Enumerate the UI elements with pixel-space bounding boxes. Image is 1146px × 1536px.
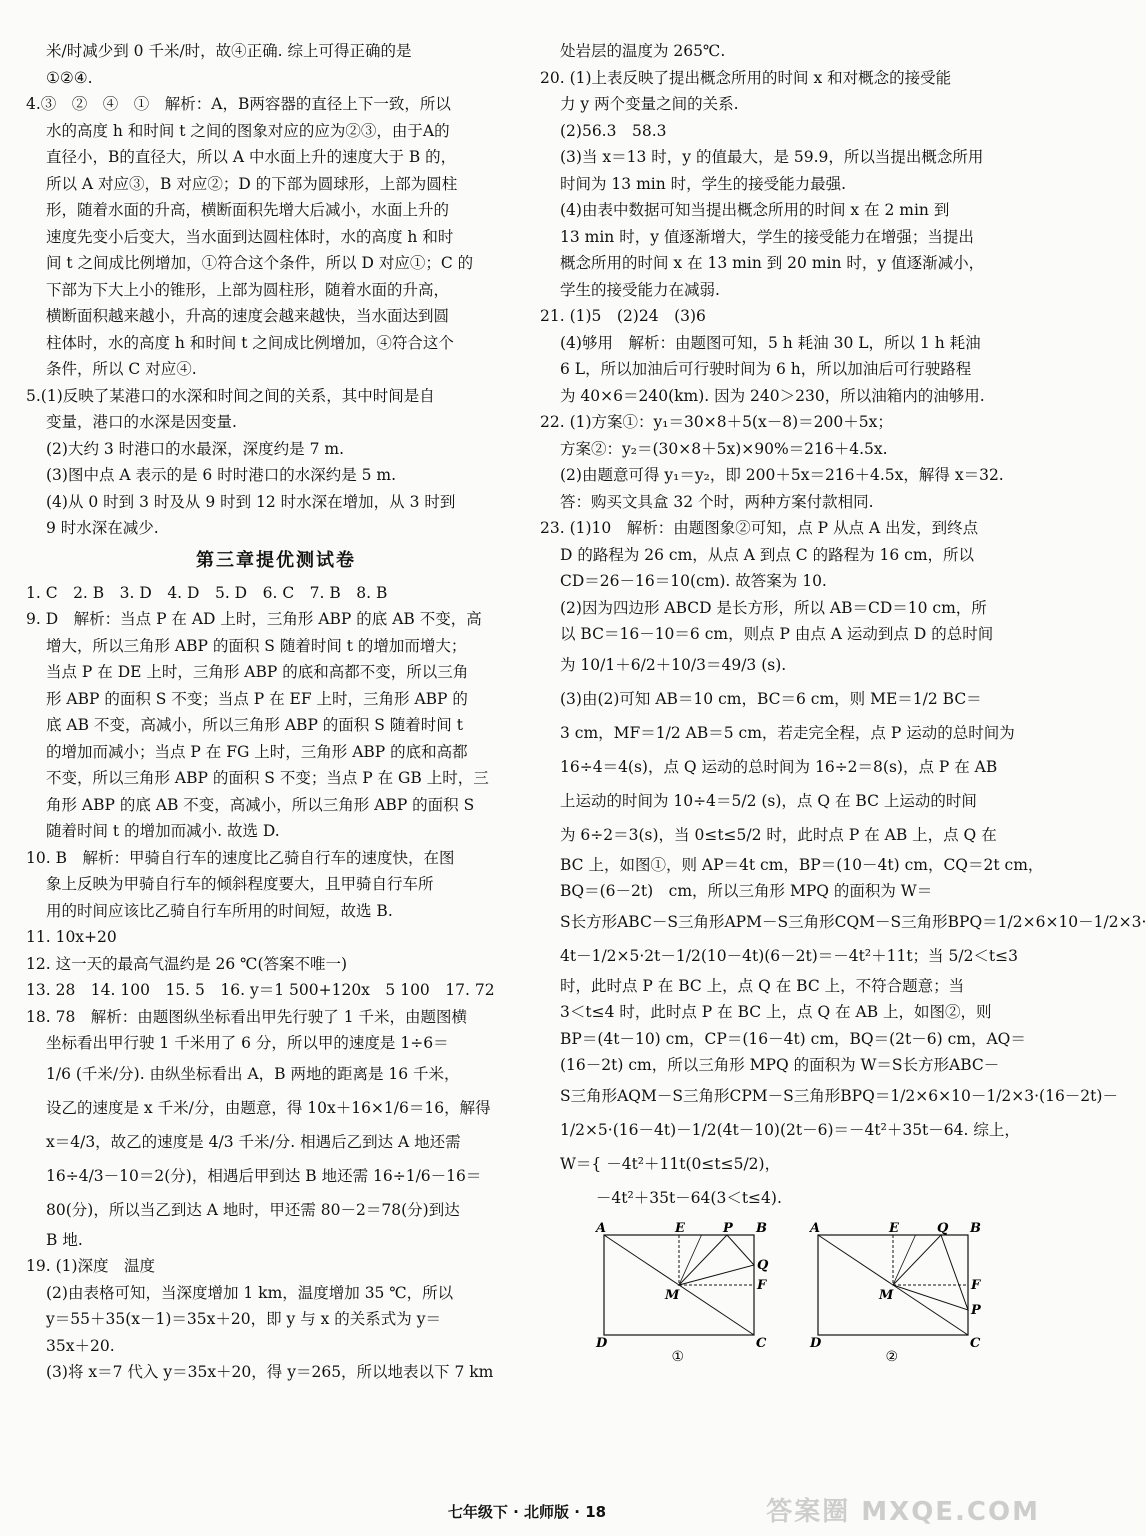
text-line: x＝4/3，故乙的速度是 4/3 千米/分. 相遇后乙到达 A 地还需	[46, 1132, 461, 1151]
watermark: 答案圈 MXQE.COM	[766, 1497, 1040, 1527]
text-line: 13. 28 14. 100 15. 5 16. y＝1 500+120x 5 100 17. 72	[26, 981, 495, 999]
text-line: 35x＋20.	[46, 1336, 115, 1355]
text-line: y＝55＋35(x－1)＝35x＋20，即 y 与 x 的关系式为 y＝	[46, 1310, 441, 1328]
figure-svg	[808, 1221, 1004, 1367]
text-line: 坐标看出甲行驶 1 千米用了 6 分，所以甲的速度是 1÷6＝	[46, 1034, 449, 1052]
text-line: 13 min 时，y 值逐渐增大，学生的接受能力在增强；当提出	[560, 227, 974, 246]
text-line: 处岩层的温度为 265℃.	[560, 42, 726, 60]
label-c: C	[756, 1335, 767, 1351]
text-line: W＝{ －4t²＋11t(0≤t≤5/2)，	[560, 1154, 781, 1173]
text-line: 80(分)，所以当乙到达 A 地时，甲还需 80－2＝78(分)到达	[46, 1200, 460, 1219]
text-line: 6 L，所以加油后可行驶时间为 6 h，所以加油后可行驶路程	[560, 360, 972, 378]
text-line: 水的高度 h 和时间 t 之间的图象对应的应为②③，由于A的	[46, 121, 450, 140]
label-d: D	[596, 1335, 608, 1351]
right-column	[540, 38, 1146, 1371]
text-line: 3＜t≤4 时，此时点 P 在 BC 上，点 Q 在 AB 上，如图②，则	[560, 1003, 992, 1021]
text-line: 上运动的时间为 10÷4＝5/2 (s)，点 Q 在 BC 上运动的时间	[560, 791, 977, 810]
text-line: 为 40×6＝240(km). 因为 240＞230，所以油箱内的油够用.	[560, 386, 985, 405]
text-line: 22. (1)方案①：y₁＝30×8＋5(x－8)＝200＋5x；	[540, 413, 893, 431]
text-line: 形，随着水面的升高，横断面积先增大后减小，水面上升的	[46, 201, 450, 219]
geometry-figure	[594, 1221, 790, 1371]
text-line: (3)图中点 A 表示的是 6 时时港口的水深约是 5 m.	[46, 466, 397, 484]
text-line: 10. B 解析：甲骑自行车的速度比乙骑自行车的速度快，在图	[26, 848, 455, 867]
left-column	[26, 38, 526, 1386]
text-line: (16－2t) cm，所以三角形 MPQ 的面积为 W＝S长方形ABC－	[560, 1056, 1000, 1074]
text-line: 条件，所以 C 对应④.	[46, 360, 197, 378]
text-line: 1/6 (千米/分). 由纵坐标看出 A，B 两地的距离是 16 千米，	[46, 1064, 460, 1083]
text-line: 19. (1)深度 温度	[26, 1257, 156, 1275]
text-line: 1. C 2. B 3. D 4. D 5. D 6. C 7. B 8. B	[26, 583, 388, 602]
text-line: S长方形ABC－S三角形APM－S三角形CQM－S三角形BPQ＝1/2×6×10－1/2×3·	[560, 912, 1146, 931]
label-m: M	[879, 1287, 894, 1303]
text-line: 23. (1)10 解析：由题图象②可知，点 P 从点 A 出发，到终点	[540, 519, 979, 537]
text-line: CD＝26－16＝10(cm). 故答案为 10.	[560, 572, 827, 590]
text-line: BC 上，如图①，则 AP＝4t cm，BP＝(10－4t) cm，CQ＝2t cm，	[560, 855, 1044, 874]
text-line: 速度先变小后变大，当水面到达圆柱体时，水的高度 h 和时	[46, 227, 454, 246]
text-line: 概念所用的时间 x 在 13 min 到 20 min 时，y 值逐渐减小，	[560, 254, 985, 272]
text-line: 增大，所以三角形 ABP 的面积 S 随着时间 t 的增加而增大；	[46, 636, 467, 655]
text-line: (2)56.3 58.3	[560, 121, 667, 140]
text-line: 力 y 两个变量之间的关系.	[560, 95, 739, 113]
text-line: 的增加而减小；当点 P 在 FG 上时，三角形 ABP 的底和高都	[46, 742, 468, 761]
text-line: 时间为 13 min 时，学生的接受能力最强.	[560, 174, 847, 193]
label-q: Q	[757, 1257, 769, 1273]
label-p: P	[723, 1220, 733, 1236]
label-e: E	[889, 1220, 899, 1236]
label-b: B	[756, 1220, 767, 1236]
label-e: E	[675, 1220, 685, 1236]
text-line: 5.(1)反映了某港口的水深和时间之间的关系，其中时间是自	[26, 386, 435, 405]
text-line: 角形 ABP 的底 AB 不变，高减小，所以三角形 ABP 的面积 S	[46, 795, 475, 814]
text-line: 横断面积越来越小，升高的速度会越来越快，当水面达到圆	[46, 307, 450, 325]
text-line: 21. (1)5 (2)24 (3)6	[540, 307, 706, 325]
text-line: (2)由表格可知，当深度增加 1 km，温度增加 35 ℃，所以	[46, 1283, 454, 1302]
text-line: 时，此时点 P 在 BC 上，点 Q 在 BC 上，不符合题意；当	[560, 976, 965, 995]
text-line: (3)当 x＝13 时，y 的值最大，是 59.9，所以当提出概念所用	[560, 148, 984, 166]
figure-svg	[594, 1221, 790, 1367]
text-line: 为 6÷2＝3(s)，当 0≤t≤5/2 时，此时点 P 在 AB 上，点 Q 在	[560, 825, 997, 844]
label-p: P	[971, 1302, 981, 1318]
label-f: F	[971, 1277, 981, 1293]
text-line: BQ＝(6－2t) cm，所以三角形 MPQ 的面积为 W＝	[560, 882, 933, 900]
geometry-figure	[808, 1221, 1004, 1371]
text-line: 16÷4＝4(s)，点 Q 运动的总时间为 16÷2＝8(s)，点 P 在 AB	[560, 757, 998, 776]
label-m: M	[665, 1287, 680, 1303]
text-line: 20. (1)上表反映了提出概念所用的时间 x 和对概念的接受能	[540, 68, 952, 87]
text-line: 3 cm，MF＝1/2 AB＝5 cm，若走完全程，点 P 运动的总时间为	[560, 723, 1015, 742]
text-line: 18. 78 解析：由题图纵坐标看出甲先行驶了 1 千米，由题图横	[26, 1007, 468, 1026]
label-b: B	[970, 1220, 981, 1236]
text-line: 柱体时，水的高度 h 和时间 t 之间成比例增加，④符合这个	[46, 333, 454, 352]
label-q: Q	[937, 1220, 949, 1236]
text-line: (3)由(2)可知 AB＝10 cm，BC＝6 cm，则 ME＝1/2 BC＝	[560, 689, 982, 708]
text-line: (4)从 0 时到 3 时及从 9 时到 12 时水深在增加，从 3 时到	[46, 492, 456, 511]
text-line: 4t－1/2×5·2t－1/2(10－4t)(6－2t)＝－4t²＋11t；当 5/2＜t≤3	[560, 946, 1019, 965]
text-line: 12. 这一天的最高气温约是 26 ℃(答案不唯一)	[26, 954, 348, 973]
text-line: 直径小，B的直径大，所以 A 中水面上升的速度大于 B 的，	[46, 148, 457, 166]
page-footer: 七年级下 · 北师版 · 18	[447, 1503, 607, 1521]
text-line: (3)将 x＝7 代入 y＝35x＋20，得 y＝265，所以地表以下 7 km	[46, 1363, 494, 1381]
triangle-mpq	[893, 1235, 968, 1310]
text-line: 随着时间 t 的增加而减小. 故选 D.	[46, 822, 280, 840]
text-line: (2)因为四边形 ABCD 是长方形，所以 AB＝CD＝10 cm，所	[560, 598, 987, 617]
text-line: 1/2×5·(16－4t)－1/2(4t－10)(2t－6)＝－4t²＋35t－64. 综上，	[560, 1120, 1020, 1139]
text-line: 9. D 解析：当点 P 在 AD 上时，三角形 ABP 的底 AB 不变，高	[26, 610, 482, 628]
text-line: 16÷4/3－10＝2(分)，相遇后甲到达 B 地还需 16÷1/6－16＝	[46, 1166, 482, 1185]
text-line: D 的路程为 26 cm，从点 A 到点 C 的路程为 16 cm，所以	[560, 545, 975, 564]
text-line: 底 AB 不变，高减小，所以三角形 ABP 的面积 S 随着时间 t	[46, 716, 463, 734]
text-line: BP＝(4t－10) cm，CP＝(16－4t) cm，BQ＝(2t－6) cm，AQ＝	[560, 1029, 1026, 1048]
text-line: S三角形AQM－S三角形CPM－S三角形BPQ＝1/2×6×10－1/2×3·(16－2t)－	[560, 1086, 1118, 1105]
text-line: －4t²＋35t－64(3＜t≤4).	[560, 1188, 782, 1207]
text-line: (2)大约 3 时港口的水最深，深度约是 7 m.	[46, 439, 345, 458]
text-line: 方案②：y₂＝(30×8＋5x)×90%＝216＋4.5x.	[560, 439, 888, 458]
text-line: B 地.	[46, 1230, 83, 1249]
text-line: 象上反映为甲骑自行车的倾斜程度要大，且甲骑自行车所	[46, 875, 434, 893]
aux-line	[893, 1235, 916, 1285]
text-line: 米/时减少到 0 千米/时，故④正确. 综上可得正确的是	[46, 42, 412, 60]
label-c: C	[970, 1335, 981, 1351]
aux-line	[679, 1235, 702, 1285]
figure-row	[594, 1221, 1032, 1371]
text-line: 4.③ ② ④ ① 解析：A，B两容器的直径上下一致，所以	[26, 95, 451, 113]
label-a: A	[810, 1220, 821, 1236]
text-line: 设乙的速度是 x 千米/分，由题意，得 10x＋16×1/6＝16，解得	[46, 1098, 491, 1117]
text-line: 间 t 之间成比例增加，①符合这个条件，所以 D 对应①；C 的	[46, 254, 474, 272]
figure-caption: ①	[671, 1348, 685, 1365]
text-line: 变量，港口的水深是因变量.	[46, 413, 237, 431]
text-line: 不变，所以三角形 ABP 的面积 S 不变；当点 P 在 GB 上时，三	[46, 769, 489, 787]
text-line: (4)够用 解析：由题图可知，5 h 耗油 30 L，所以 1 h 耗油	[560, 333, 981, 352]
text-line: 形 ABP 的面积 S 不变；当点 P 在 EF 上时，三角形 ABP 的	[46, 689, 468, 708]
text-line: 为 10/1＋6/2＋10/3＝49/3 (s).	[560, 655, 787, 674]
text-line: 所以 A 对应③，B 对应②；D 的下部为圆球形，上部为圆柱	[46, 174, 458, 193]
text-line: 当点 P 在 DE 上时，三角形 ABP 的底和高都不变，所以三角	[46, 663, 469, 681]
label-a: A	[596, 1220, 607, 1236]
label-d: D	[810, 1335, 822, 1351]
text-line: 以 BC＝16－10＝6 cm，则点 P 由点 A 运动到点 D 的总时间	[560, 625, 994, 643]
text-line: ①②④.	[46, 68, 93, 87]
text-line: 学生的接受能力在减弱.	[560, 280, 720, 299]
label-f: F	[757, 1277, 767, 1293]
text-line: 11. 10x+20	[26, 928, 117, 946]
text-line: 答：购买文具盒 32 个时，两种方案付款相同.	[560, 492, 874, 511]
text-line: 9 时水深在减少.	[46, 519, 159, 537]
text-line: 下部为下大上小的锥形，上部为圆柱形，随着水面的升高，	[46, 280, 450, 299]
section-title: 第三章提优测试卷	[196, 549, 356, 571]
text-line: 用的时间应该比乙骑自行车所用的时间短，故选 B.	[46, 901, 393, 920]
text-line: (2)由题意可得 y₁＝y₂，即 200＋5x＝216＋4.5x，解得 x＝32.	[560, 466, 1004, 484]
figure-caption: ②	[885, 1348, 899, 1365]
text-line: (4)由表中数据可知当提出概念所用的时间 x 在 2 min 到	[560, 201, 950, 219]
